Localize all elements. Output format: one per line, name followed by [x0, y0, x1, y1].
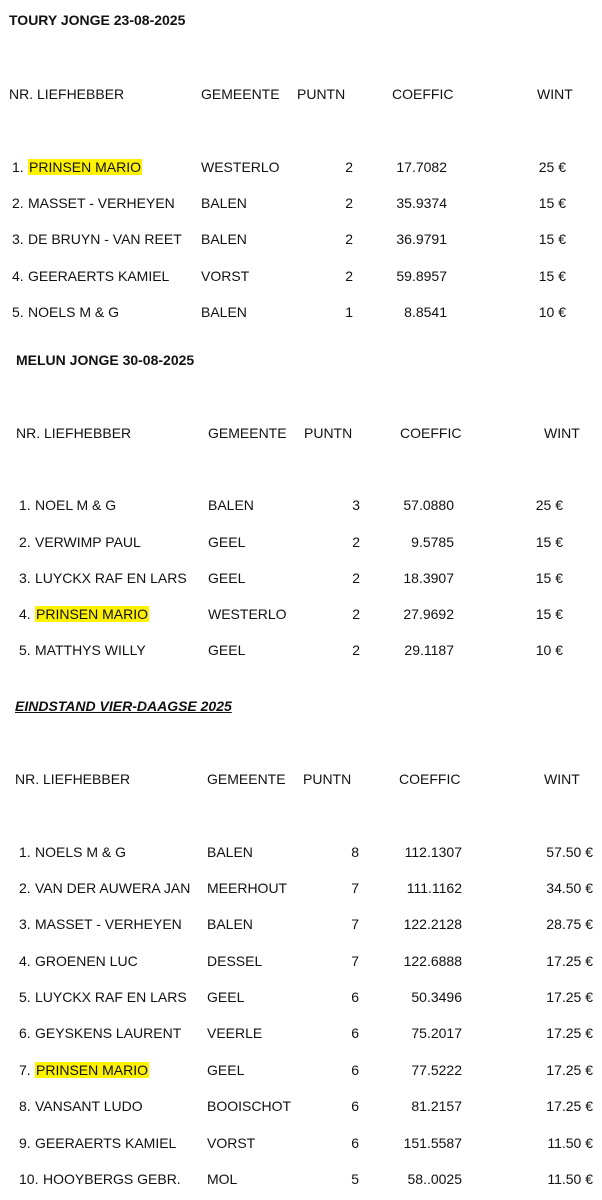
row-wint: 34.50 €	[546, 880, 593, 896]
row-wint: 11.50 €	[547, 1135, 593, 1151]
row-puntn: 8	[351, 844, 359, 860]
row-rank: 6.	[19, 1025, 31, 1041]
row-liefhebber: HOOYBERGS GEBR.	[43, 1171, 181, 1187]
row-gemeente: BALEN	[201, 231, 247, 247]
row-coeffic: 50.3496	[411, 989, 462, 1005]
col-header-coeffic: COEFFIC	[392, 86, 454, 102]
col-header-gemeente: GEMEENTE	[201, 86, 280, 102]
row-puntn: 7	[351, 916, 359, 932]
row-rank: 7.	[19, 1062, 31, 1078]
row-gemeente: BALEN	[201, 195, 247, 211]
row-gemeente: BALEN	[201, 304, 247, 320]
col-header-liefhebber: NR. LIEFHEBBER	[9, 86, 125, 102]
row-coeffic: 77.5222	[411, 1062, 462, 1078]
row-wint: 17.25 €	[546, 1098, 593, 1114]
row-wint: 25 €	[538, 159, 566, 175]
row-liefhebber: LUYCKX RAF EN LARS	[35, 570, 187, 586]
row-rank: 3.	[19, 916, 31, 932]
row-puntn: 2	[352, 642, 360, 658]
row-wint: 10 €	[535, 642, 563, 658]
row-rank: 9.	[19, 1135, 31, 1151]
row-coeffic: 8.8541	[404, 304, 447, 320]
row-coeffic: 29.1187	[404, 642, 454, 658]
row-gemeente: GEEL	[207, 989, 245, 1005]
row-liefhebber: GEERAERTS KAMIEL	[35, 1135, 177, 1151]
col-header-puntn: PUNTN	[297, 86, 346, 102]
row-gemeente: GEEL	[208, 570, 246, 586]
row-liefhebber: GEYSKENS LAURENT	[35, 1025, 182, 1041]
row-rank: 2.	[12, 195, 24, 211]
row-wint: 10 €	[538, 304, 566, 320]
row-gemeente: DESSEL	[207, 953, 263, 969]
row-rank: 1.	[19, 497, 31, 513]
row-liefhebber: VANSANT LUDO	[35, 1098, 143, 1114]
row-puntn: 6	[351, 1135, 359, 1151]
row-coeffic: 75.2017	[411, 1025, 462, 1041]
row-wint: 17.25 €	[546, 953, 593, 969]
row-puntn: 5	[351, 1171, 359, 1187]
row-wint: 17.25 €	[546, 989, 593, 1005]
row-wint: 15 €	[535, 606, 563, 622]
col-header-coeffic: COEFFIC	[400, 425, 462, 441]
row-gemeente: VORST	[207, 1135, 256, 1151]
row-wint: 15 €	[538, 195, 566, 211]
row-liefhebber: PRINSEN MARIO	[36, 1062, 149, 1078]
row-wint: 25 €	[535, 497, 563, 513]
row-gemeente: WESTERLO	[208, 606, 287, 622]
row-puntn: 6	[351, 1062, 359, 1078]
row-coeffic: 122.6888	[403, 953, 462, 969]
row-gemeente: BALEN	[207, 916, 253, 932]
row-rank: 8.	[19, 1098, 31, 1114]
row-coeffic: 18.3907	[403, 570, 454, 586]
col-header-coeffic: COEFFIC	[399, 771, 461, 787]
row-wint: 11.50 €	[547, 1171, 593, 1187]
row-rank: 1.	[19, 844, 31, 860]
row-wint: 15 €	[538, 268, 566, 284]
row-puntn: 2	[352, 606, 360, 622]
col-header-puntn: PUNTN	[304, 425, 353, 441]
row-gemeente: MOL	[207, 1171, 238, 1187]
row-puntn: 2	[345, 195, 353, 211]
row-puntn: 6	[351, 1098, 359, 1114]
row-coeffic: 17.7082	[396, 159, 447, 175]
row-puntn: 2	[345, 268, 353, 284]
row-gemeente: VEERLE	[207, 1025, 263, 1041]
row-wint: 15 €	[535, 570, 563, 586]
row-liefhebber: GEERAERTS KAMIEL	[28, 268, 170, 284]
row-coeffic: 27.9692	[403, 606, 454, 622]
row-gemeente: WESTERLO	[201, 159, 280, 175]
row-coeffic: 111.1162	[406, 880, 462, 896]
row-liefhebber: PRINSEN MARIO	[36, 606, 149, 622]
row-coeffic: 59.8957	[396, 268, 447, 284]
row-rank: 5.	[19, 642, 31, 658]
row-coeffic: 58..0025	[407, 1171, 462, 1187]
row-puntn: 2	[345, 159, 353, 175]
row-gemeente: GEEL	[208, 534, 246, 550]
row-coeffic: 9.5785	[411, 534, 454, 550]
row-gemeente: MEERHOUT	[207, 880, 288, 896]
row-liefhebber: GROENEN LUC	[35, 953, 138, 969]
row-liefhebber: MASSET - VERHEYEN	[28, 195, 175, 211]
row-rank: 4.	[19, 953, 31, 969]
row-puntn: 6	[351, 989, 359, 1005]
col-header-liefhebber: NR. LIEFHEBBER	[15, 771, 131, 787]
row-gemeente: GEEL	[207, 1062, 245, 1078]
row-coeffic: 81.2157	[411, 1098, 462, 1114]
row-gemeente: GEEL	[208, 642, 246, 658]
row-rank: 3.	[12, 231, 24, 247]
row-rank: 4.	[12, 268, 24, 284]
row-puntn: 2	[345, 231, 353, 247]
row-gemeente: BOOISCHOT	[207, 1098, 292, 1114]
row-liefhebber: NOELS M & G	[28, 304, 120, 320]
row-liefhebber: VAN DER AUWERA JAN	[35, 880, 191, 896]
col-header-wint: WINT	[544, 771, 580, 787]
col-header-wint: WINT	[537, 86, 573, 102]
row-liefhebber: MATTHYS WILLY	[35, 642, 146, 658]
col-header-gemeente: GEMEENTE	[208, 425, 287, 441]
row-gemeente: VORST	[201, 268, 250, 284]
row-coeffic: 57.0880	[403, 497, 454, 513]
row-rank: 2.	[19, 880, 31, 896]
row-wint: 15 €	[538, 231, 566, 247]
row-rank: 5.	[12, 304, 24, 320]
row-gemeente: BALEN	[208, 497, 254, 513]
row-rank: 2.	[19, 534, 31, 550]
row-coeffic: 151.5587	[403, 1135, 462, 1151]
section-title: TOURY JONGE 23-08-2025	[9, 12, 186, 28]
row-liefhebber: NOELS M & G	[35, 844, 127, 860]
row-coeffic: 36.9791	[396, 231, 447, 247]
row-liefhebber: PRINSEN MARIO	[29, 159, 142, 175]
row-wint: 28.75 €	[546, 916, 593, 932]
row-liefhebber: MASSET - VERHEYEN	[35, 916, 182, 932]
row-rank: 3.	[19, 570, 31, 586]
row-coeffic: 112.1307	[404, 844, 462, 860]
col-header-puntn: PUNTN	[303, 771, 352, 787]
row-liefhebber: NOEL M & G	[35, 497, 117, 513]
col-header-liefhebber: NR. LIEFHEBBER	[16, 425, 132, 441]
row-wint: 15 €	[535, 534, 563, 550]
row-rank: 1.	[12, 159, 24, 175]
row-puntn: 7	[351, 953, 359, 969]
row-liefhebber: LUYCKX RAF EN LARS	[35, 989, 187, 1005]
row-puntn: 7	[351, 880, 359, 896]
row-wint: 17.25 €	[546, 1025, 593, 1041]
row-coeffic: 122.2128	[403, 916, 462, 932]
row-gemeente: BALEN	[207, 844, 253, 860]
row-puntn: 6	[351, 1025, 359, 1041]
col-header-gemeente: GEMEENTE	[207, 771, 286, 787]
row-puntn: 3	[352, 497, 360, 513]
section-title: MELUN JONGE 30-08-2025	[16, 352, 195, 368]
section-title: EINDSTAND VIER-DAAGSE 2025	[15, 698, 232, 714]
row-liefhebber: VERWIMP PAUL	[35, 534, 141, 550]
row-puntn: 2	[352, 534, 360, 550]
row-rank: 5.	[19, 989, 31, 1005]
row-liefhebber: DE BRUYN - VAN REET	[28, 231, 182, 247]
row-rank: 4.	[19, 606, 31, 622]
row-puntn: 1	[345, 304, 353, 320]
row-rank: 10.	[19, 1171, 39, 1187]
col-header-wint: WINT	[544, 425, 580, 441]
row-coeffic: 35.9374	[396, 195, 447, 211]
row-wint: 17.25 €	[546, 1062, 593, 1078]
row-puntn: 2	[352, 570, 360, 586]
row-wint: 57.50 €	[546, 844, 593, 860]
